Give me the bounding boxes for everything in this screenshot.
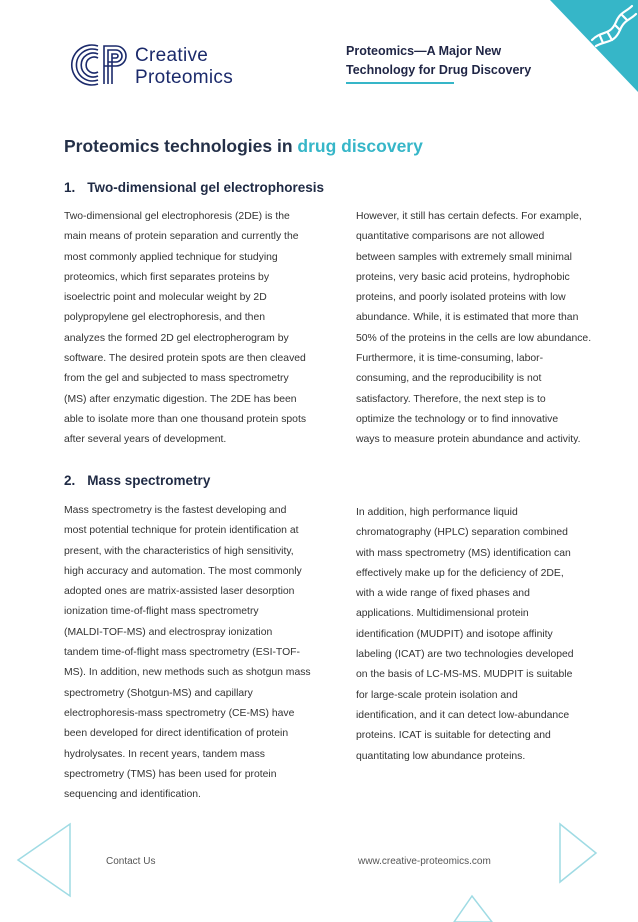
text-line: between samples with extremely small minimal bbox=[356, 251, 572, 263]
text-line: electrophoresis-mass spectrometry (CE-MS) have bbox=[64, 707, 295, 719]
text-line: present, with the characteristics of high sensitivity, bbox=[64, 545, 294, 557]
section-title: Mass spectrometry bbox=[87, 473, 211, 488]
text-line: MS). In addition, new methods such as shotgun mass bbox=[64, 667, 311, 679]
text-line: spectrometry (Shotgun-MS) and capillary bbox=[64, 687, 253, 699]
text-line: spectrometry (TMS) has been used for protein bbox=[64, 768, 277, 780]
text-line: after several years of development. bbox=[64, 434, 227, 446]
section-number: 2. bbox=[64, 473, 76, 488]
text-line: software. The desired protein spots are then cleaved bbox=[64, 353, 306, 365]
header-title bbox=[346, 42, 546, 80]
text-line: for large-scale protein isolation and bbox=[356, 689, 518, 701]
text-line: most commonly applied technique for studying bbox=[64, 251, 278, 263]
header-title-line-2: Technology for Drug Discovery bbox=[346, 63, 532, 77]
text-line: quantitating low abundance proteins. bbox=[356, 750, 526, 762]
page-title-text: Proteomics technologies in bbox=[64, 136, 298, 156]
text-line: on the basis of LC-MS-MS. MUDPIT is suitable bbox=[356, 669, 573, 681]
header-divider bbox=[346, 82, 454, 84]
text-line: adopted ones are matrix-assisted laser desorption bbox=[64, 586, 295, 598]
section-heading-2de bbox=[64, 180, 324, 195]
text-line: applications. Multidimensional protein bbox=[356, 608, 529, 620]
section-2de-left-column bbox=[64, 207, 306, 451]
page-title bbox=[64, 136, 423, 157]
text-line: ionization time-of-flight mass spectrometry bbox=[64, 606, 259, 618]
text-line: main means of protein separation and currently the bbox=[64, 231, 299, 243]
section-ms-left-column bbox=[64, 501, 311, 805]
text-line: optimize the technology or to find innovative bbox=[356, 413, 559, 425]
text-line: with mass spectrometry (MS) identification can bbox=[356, 547, 571, 559]
text-line: polypropylene gel electrophoresis, and then bbox=[64, 312, 266, 324]
text-line: satisfactory. Therefore, the next step is to bbox=[356, 393, 546, 405]
text-line: tandem time-of-flight mass spectrometry (ESI-TOF- bbox=[64, 647, 300, 659]
text-line: able to isolate more than one thousand protein spots bbox=[64, 413, 307, 425]
text-line: Mass spectrometry is the fastest developing and bbox=[64, 505, 287, 516]
dna-icon bbox=[540, 0, 638, 92]
text-line: with a wide range of fixed phases and bbox=[356, 588, 530, 600]
text-line: labeling (ICAT) are two technologies developed bbox=[356, 649, 574, 661]
page-title-accent: drug discovery bbox=[297, 136, 423, 156]
triangle-left-icon bbox=[14, 820, 74, 900]
logo-wordmark bbox=[135, 45, 233, 89]
text-line: been developed for direct identification of protein bbox=[64, 728, 289, 740]
website-link[interactable]: www.creative-proteomics.com bbox=[358, 856, 491, 867]
text-line: (MS) after enzymatic digestion. The 2DE has been bbox=[64, 393, 297, 405]
text-line: proteins, very basic acid proteins, hydrophobic bbox=[356, 271, 570, 283]
section-title: Two-dimensional gel electrophoresis bbox=[87, 180, 325, 195]
text-line: hydrolysates. In recent years, tandem mass bbox=[64, 748, 265, 760]
text-line: quantitative comparisons are not allowed bbox=[356, 231, 545, 243]
logo-line-2: Proteomics bbox=[135, 67, 234, 88]
triangle-bottom-icon bbox=[450, 892, 496, 922]
text-line: identification (MUDPIT) and isotope affinity bbox=[356, 628, 553, 640]
text-line: effectively make up for the deficiency of 2DE, bbox=[356, 567, 564, 579]
text-line: high accuracy and automation. The most commonly bbox=[64, 565, 302, 577]
text-line: from the gel and subjected to mass spectrometry bbox=[64, 373, 289, 385]
triangle-right-icon bbox=[556, 820, 600, 886]
text-line: abundance. While, it is estimated that more than bbox=[356, 312, 579, 324]
text-line: However, it still has certain defects. For example, bbox=[356, 211, 582, 222]
text-line: sequencing and identification. bbox=[64, 789, 201, 801]
text-line: chromatography (HPLC) separation combined bbox=[356, 527, 568, 539]
text-line: identification, and it can detect low-abundance bbox=[356, 709, 570, 721]
section-number: 1. bbox=[64, 180, 76, 195]
text-line: Two-dimensional gel electrophoresis (2DE) is the bbox=[64, 211, 290, 222]
logo-line-1: Creative bbox=[135, 45, 209, 66]
header-title-line-1: Proteomics—A Major New bbox=[346, 44, 502, 58]
text-line: consuming, and the reproducibility is not bbox=[356, 373, 542, 385]
text-line: most potential technique for protein identification at bbox=[64, 525, 299, 537]
section-ms-right-column bbox=[356, 503, 574, 767]
text-line: ways to measure protein abundance and activity. bbox=[356, 434, 581, 446]
text-line: 50% of the proteins in the cells are low abundance. bbox=[356, 332, 592, 344]
text-line: proteins. ICAT is suitable for detecting and bbox=[356, 730, 551, 742]
text-line: Furthermore, it is time-consuming, labor- bbox=[356, 353, 544, 365]
section-2de-right-column bbox=[356, 207, 591, 451]
contact-us-link[interactable]: Contact Us bbox=[106, 856, 156, 867]
text-line: (MALDI-TOF-MS) and electrospray ionization bbox=[64, 626, 273, 638]
text-line: proteins, and poorly isolated proteins with low bbox=[356, 292, 566, 304]
text-line: proteomics, which first separates proteins by bbox=[64, 271, 270, 283]
section-heading-ms bbox=[64, 473, 210, 488]
text-line: analyzes the formed 2D gel electropherogram by bbox=[64, 332, 289, 344]
text-line: isoelectric point and molecular weight by 2D bbox=[64, 292, 267, 304]
text-line: In addition, high performance liquid bbox=[356, 507, 518, 518]
